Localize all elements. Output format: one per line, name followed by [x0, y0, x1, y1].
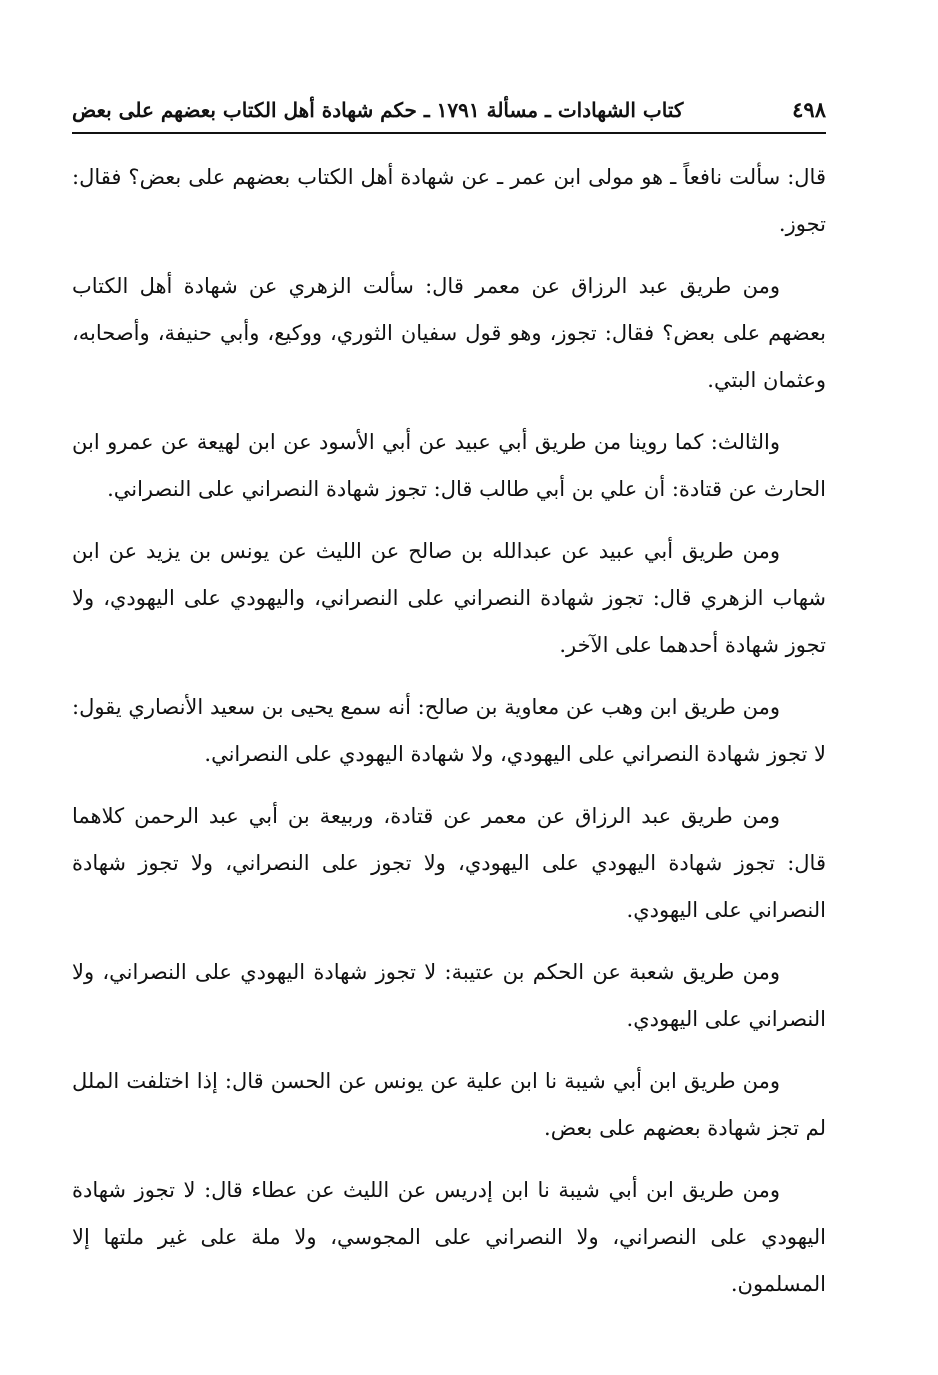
paragraph-8: ومن طريق ابن أبي شيبة نا ابن علية عن يونس عن الحسن قال: إذا اختلفت الملل لم تجز شهادة بعضهم على بعض.	[72, 1069, 826, 1140]
paragraph-2: ومن طريق عبد الرزاق عن معمر قال: سألت الزهري عن شهادة أهل الكتاب بعضهم على بعض؟ فقال: تجوز، وهو قول سفيان الثوري، ووكيع، وأبي حنيفة، وأصحابه، وعثمان البتي.	[72, 274, 826, 392]
running-head	[72, 78, 826, 122]
paragraph-7: ومن طريق شعبة عن الحكم بن عتيبة: لا تجوز شهادة اليهودي على النصراني، ولا النصراني على اليهودي.	[72, 960, 826, 1031]
paragraph-4: ومن طريق أبي عبيد عن عبدالله بن صالح عن الليث عن يونس بن يزيد عن ابن شهاب الزهري قال: تجوز شهادة النصراني على النصراني، واليهودي على اليهودي، ولا تجوز شهادة أحدهما على الآخر.	[72, 539, 826, 657]
header-rule	[72, 132, 826, 134]
paragraph-5: ومن طريق ابن وهب عن معاوية بن صالح: أنه سمع يحيى بن سعيد الأنصاري يقول: لا تجوز شهادة النصراني على اليهودي، ولا شهادة اليهودي على النصراني.	[72, 695, 826, 766]
paragraph-9: ومن طريق ابن أبي شيبة نا ابن إدريس عن الليث عن عطاء قال: لا تجوز شهادة اليهودي على النصراني، ولا النصراني على المجوسي، ولا ملة على غير ملتها إلا المسلمون.	[72, 1178, 826, 1296]
paragraph-1: قال: سألت نافعاً ـ هو مولى ابن عمر ـ عن شهادة أهل الكتاب بعضهم على بعض؟ فقال: تجوز.	[72, 165, 826, 236]
paragraph-3: والثالث: كما روينا من طريق أبي عبيد عن أبي الأسود عن ابن لهيعة عن عمرو ابن الحارث عن قتادة: أن علي بن أبي طالب قال: تجوز شهادة النصراني على النصراني.	[72, 430, 826, 501]
book-page	[72, 78, 826, 1323]
running-title: كتاب الشهادات ـ مسألة ١٧٩١ ـ حكم شهادة أهل الكتاب بعضهم على بعض	[72, 98, 684, 122]
page-number: ٤٩٨	[792, 96, 826, 122]
body-text	[72, 154, 826, 1308]
paragraph-6: ومن طريق عبد الرزاق عن معمر عن قتادة، وربيعة بن أبي عبد الرحمن كلاهما قال: تجوز شهادة اليهودي على اليهودي، ولا تجوز على النصراني، ولا تجوز شهادة النصراني على اليهودي.	[72, 804, 826, 922]
